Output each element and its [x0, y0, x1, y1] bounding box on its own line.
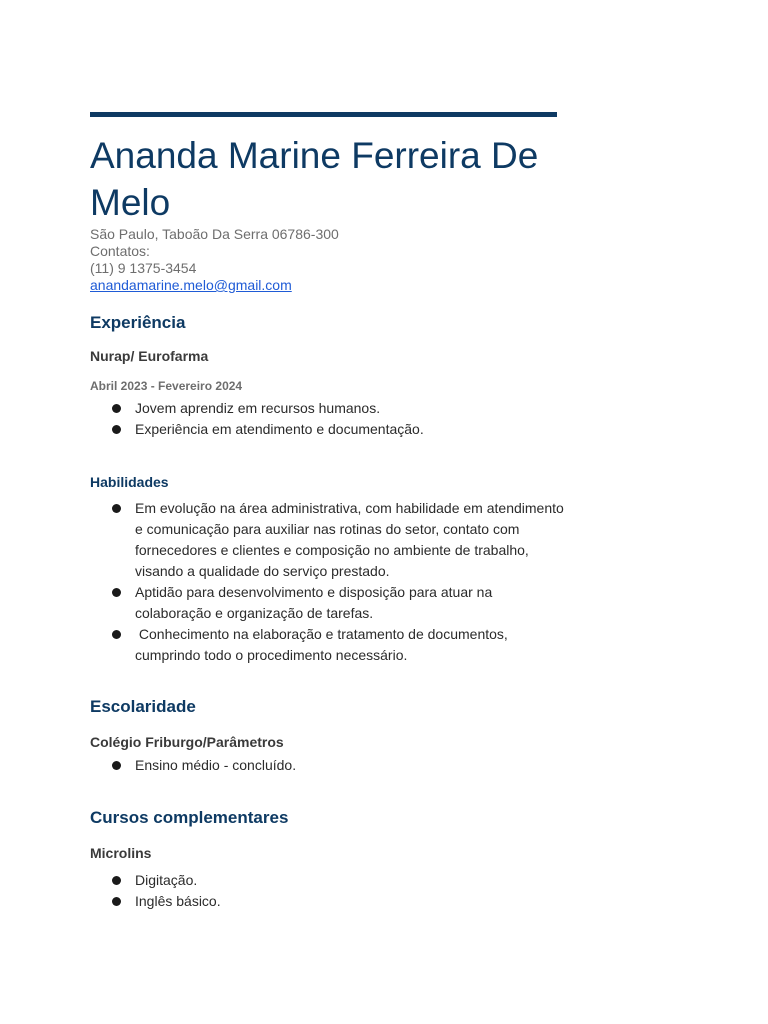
- list-item: Ensino médio - concluído.: [90, 755, 570, 776]
- phone-number: (11) 9 1375-3454: [90, 260, 197, 276]
- courses-institution: Microlins: [90, 845, 152, 861]
- bullet-icon: [112, 588, 121, 597]
- email-link[interactable]: anandamarine.melo@gmail.com: [90, 277, 292, 293]
- address: São Paulo, Taboão Da Serra 06786-300: [90, 226, 339, 242]
- experience-period: Abril 2023 - Fevereiro 2024: [90, 379, 243, 393]
- bullet-icon: [112, 761, 121, 770]
- bullet-icon: [112, 897, 121, 906]
- bullet-icon: [112, 876, 121, 885]
- list-item: Inglês básico.: [90, 891, 570, 912]
- courses-list: [90, 870, 570, 912]
- contact-block: [90, 226, 339, 294]
- list-item: Aptidão para desenvolvimento e disposição para atuar na colaboração e organização de tarefas.: [90, 582, 570, 624]
- experience-title: Experiência: [90, 313, 186, 332]
- experience-company: Nurap/ Eurofarma: [90, 348, 209, 364]
- skills-list: [90, 498, 570, 666]
- experience-list: [90, 398, 570, 440]
- education-list: [90, 755, 570, 776]
- education-school: Colégio Friburgo/Parâmetros: [90, 734, 284, 750]
- bullet-icon: [112, 504, 121, 513]
- list-item: Conhecimento na elaboração e tratamento de documentos, cumprindo todo o procedimento necessário.: [90, 624, 570, 666]
- list-item: Experiência em atendimento e documentação.: [90, 419, 570, 440]
- education-title: Escolaridade: [90, 697, 196, 716]
- bullet-icon: [112, 404, 121, 413]
- list-item: Jovem aprendiz em recursos humanos.: [90, 398, 570, 419]
- list-item: Em evolução na área administrativa, com habilidade em atendimento e comunicação para auxiliar nas rotinas do setor, contato com fornecedores e clientes e composição no ambiente de trabalho, visando a qualidade do serviço prestado.: [90, 498, 570, 582]
- skills-title: Habilidades: [90, 474, 169, 490]
- candidate-name: Ananda Marine Ferreira De Melo: [90, 135, 539, 223]
- bullet-icon: [112, 630, 121, 639]
- list-item: Digitação.: [90, 870, 570, 891]
- contacts-label: Contatos:: [90, 243, 150, 259]
- courses-title: Cursos complementares: [90, 808, 289, 827]
- header-rule: [90, 112, 557, 117]
- bullet-icon: [112, 425, 121, 434]
